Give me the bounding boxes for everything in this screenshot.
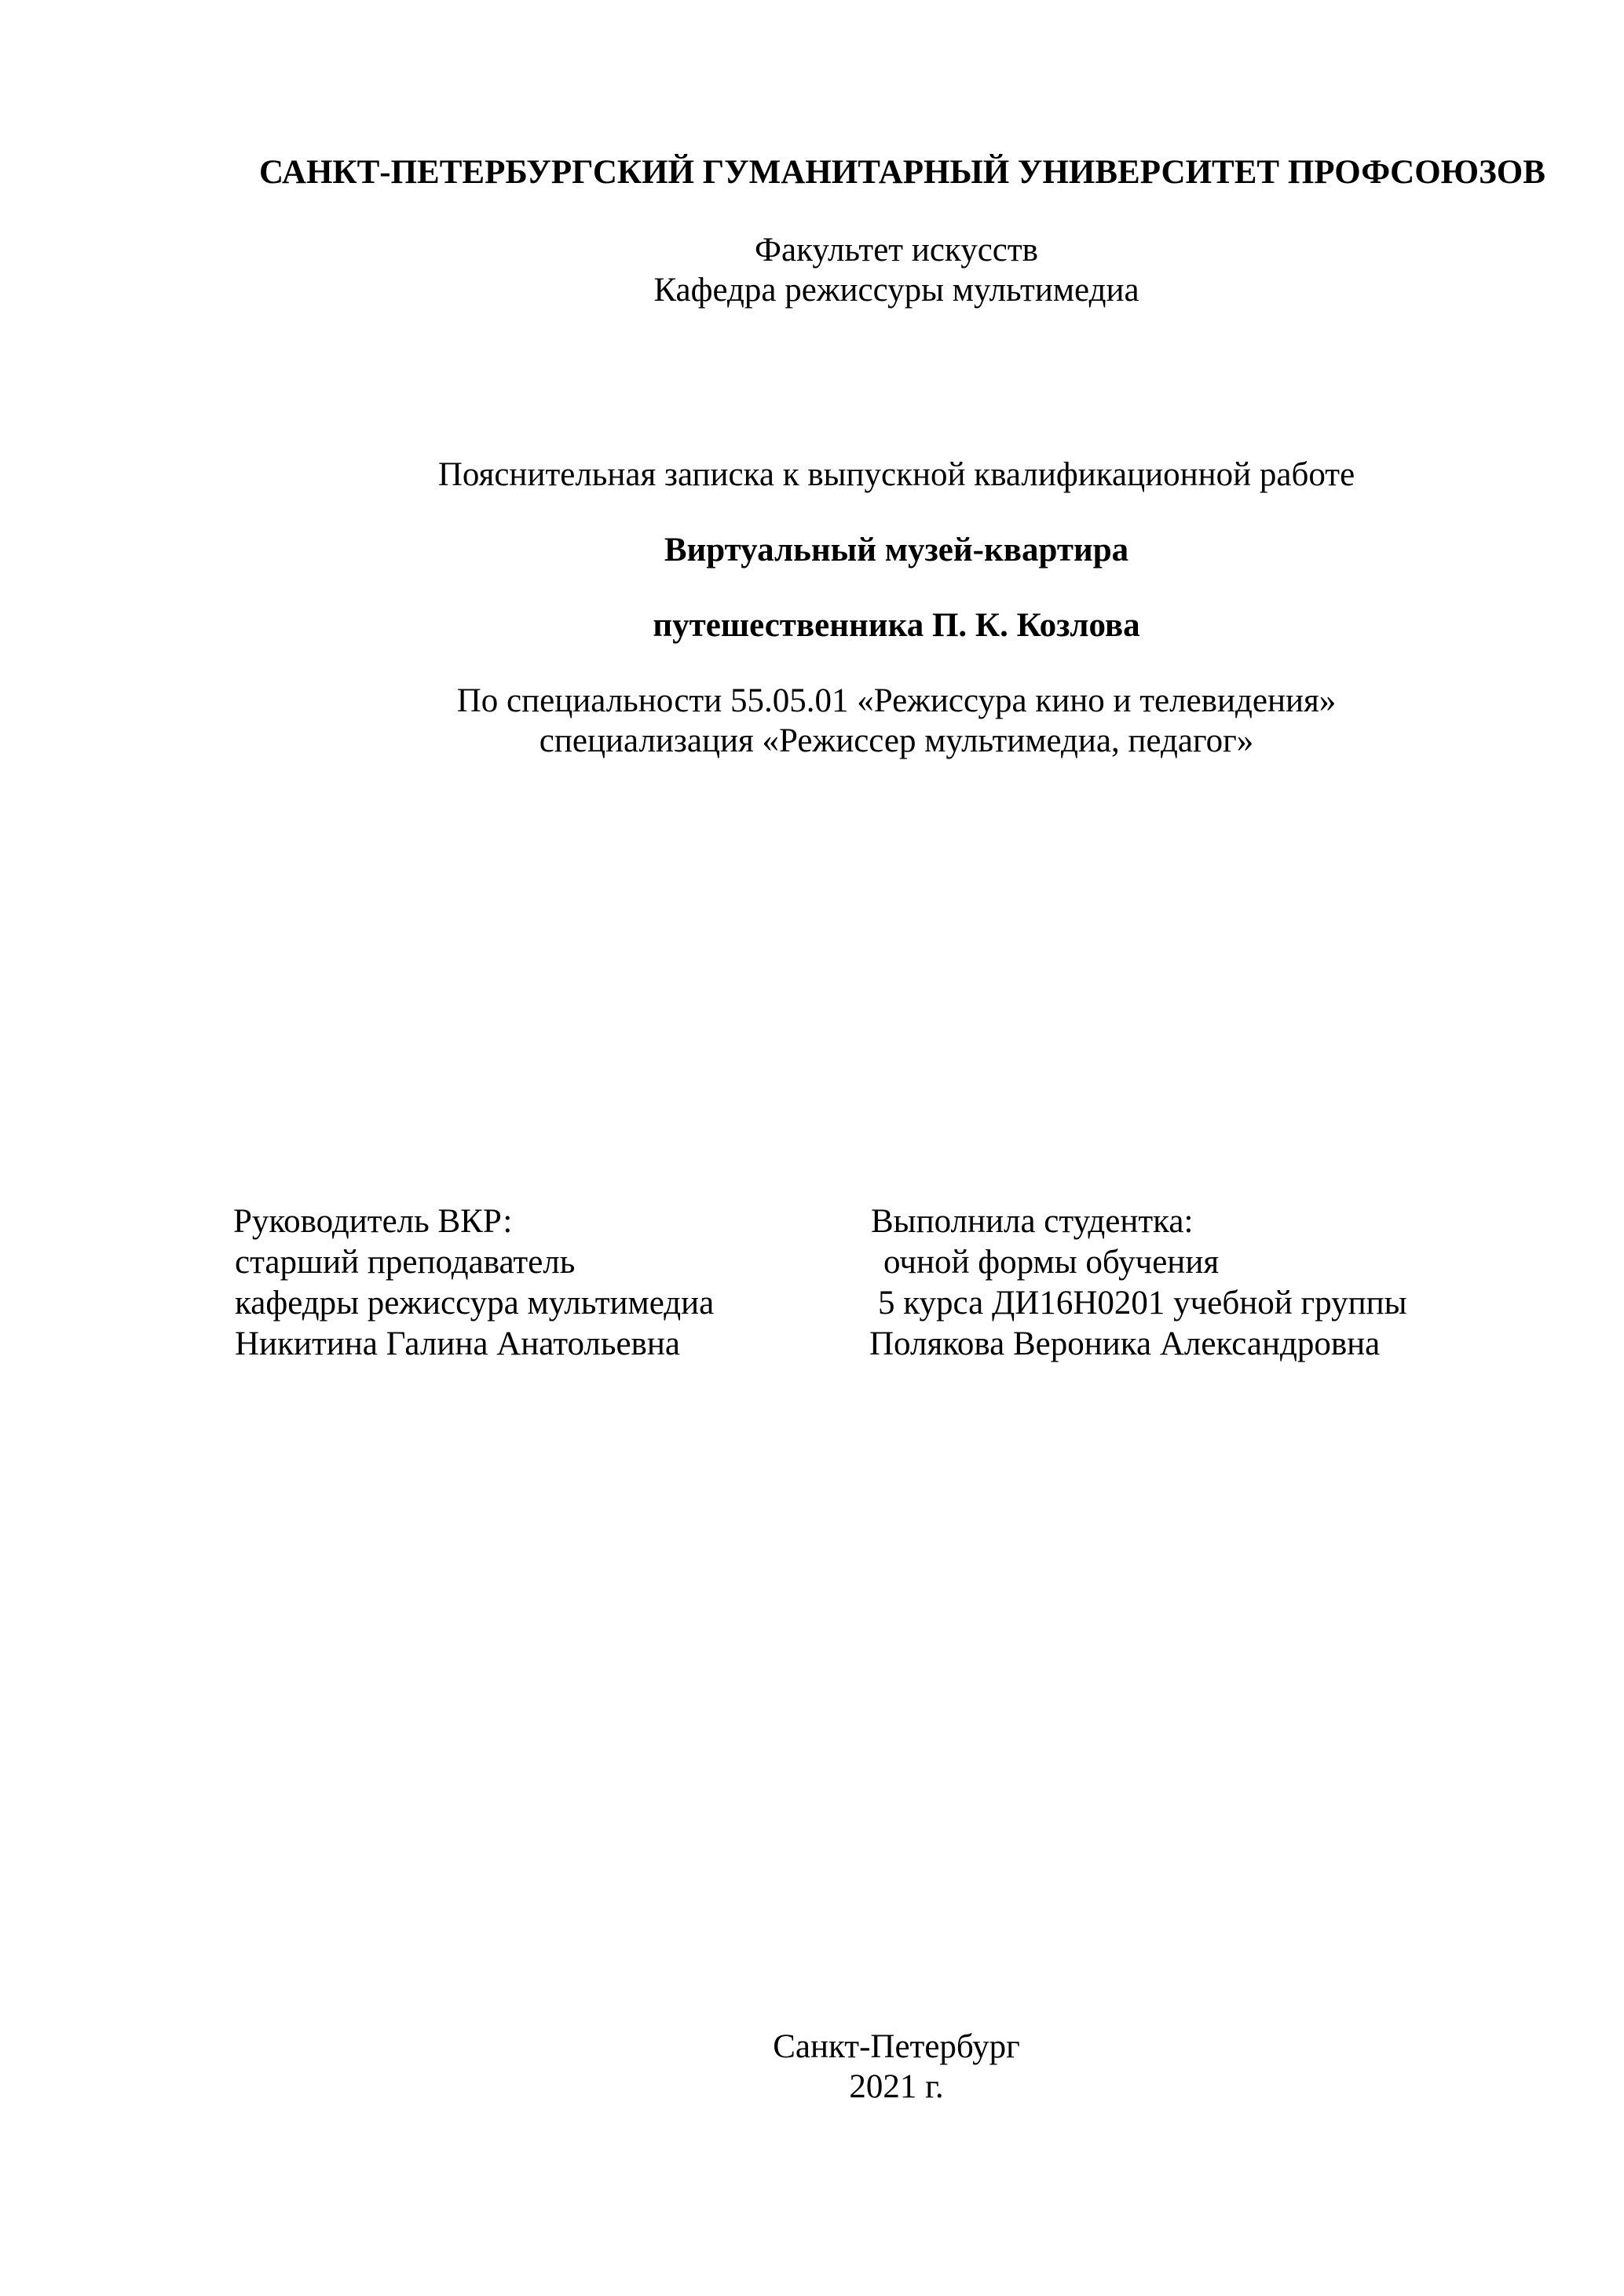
supervisor-role-label: Руководитель ВКР: bbox=[233, 1203, 513, 1240]
supervisor-position-line-1: старший преподаватель bbox=[235, 1244, 576, 1281]
student-study-form: очной формы обучения bbox=[883, 1244, 1220, 1281]
city-name: Санкт-Петербург bbox=[773, 2028, 1020, 2065]
year-label: 2021 г. bbox=[849, 2068, 944, 2105]
student-name: Полякова Вероника Александровна bbox=[869, 1325, 1381, 1362]
supervisor-name: Никитина Галина Анатольевна bbox=[235, 1325, 680, 1362]
specialization-line: специализация «Режиссер мультимедиа, педагог» bbox=[539, 722, 1254, 759]
specialty-line: По специальности 55.05.01 «Режиссура кино и телевидения» bbox=[456, 682, 1337, 719]
specialty-block bbox=[259, 681, 1534, 761]
imprint-block bbox=[259, 2027, 1534, 2107]
student-role-label: Выполнила студентка: bbox=[871, 1203, 1194, 1240]
thesis-title-line-1: Виртуальный музей-квартира bbox=[664, 532, 1129, 569]
student-block bbox=[869, 1201, 1407, 1365]
department-name: Кафедра режиссуры мультимедиа bbox=[653, 272, 1139, 309]
faculty-name: Факультет искусств bbox=[755, 232, 1038, 269]
supervisor-block bbox=[233, 1201, 714, 1365]
supervisor-position-line-2: кафедры режиссура мультимедиа bbox=[235, 1285, 715, 1322]
thesis-title-line-2: путешественника П. К. Козлова bbox=[653, 607, 1140, 644]
student-group: 5 курса ДИ16Н0201 учебной группы bbox=[878, 1285, 1407, 1322]
university-name: САНКТ-ПЕТЕРБУРГСКИЙ ГУМАНИТАРНЫЙ УНИВЕРСИТЕТ ПРОФСОЮЗОВ bbox=[259, 154, 1545, 191]
work-type-line: Пояснительная записка к выпускной квалификационной работе bbox=[437, 456, 1355, 493]
faculty-department-block bbox=[259, 230, 1534, 310]
